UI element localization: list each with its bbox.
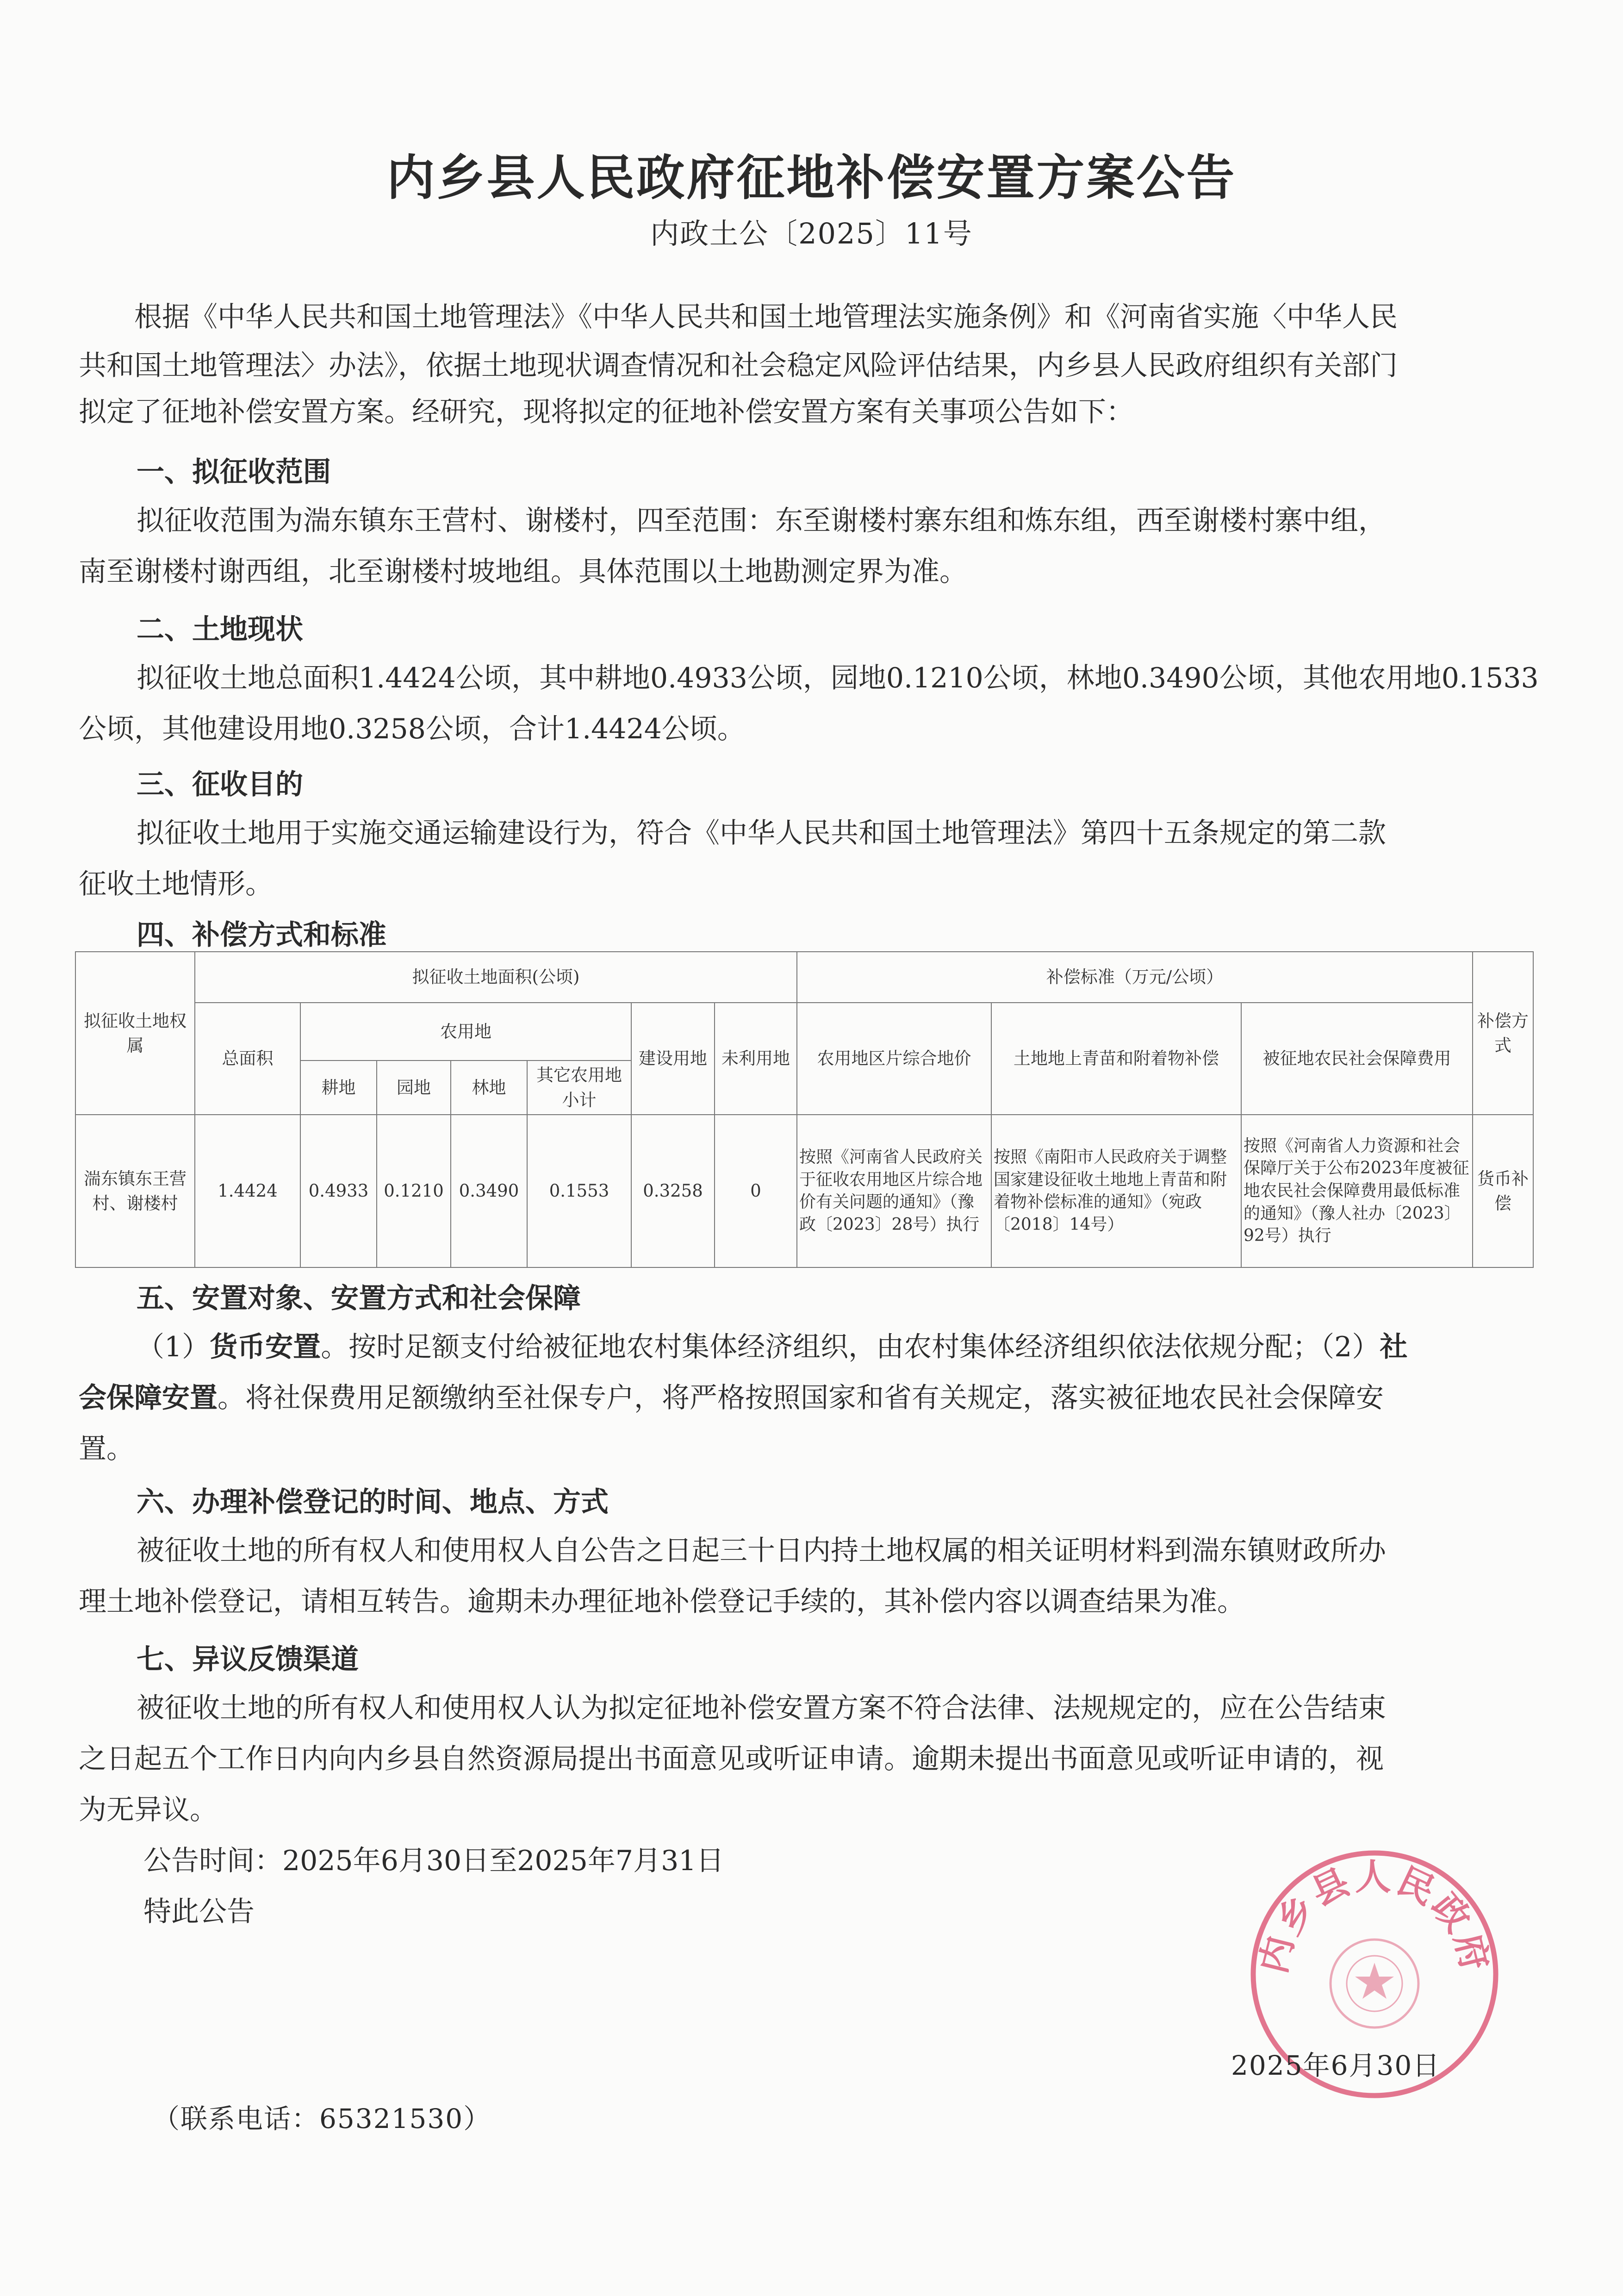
bold-term: 会保障安置 xyxy=(79,1382,218,1414)
header-method: 补偿方式 xyxy=(1473,952,1533,1115)
header-other-agri: 其它农用地小计 xyxy=(527,1061,631,1115)
cell-construction: 0.3258 xyxy=(631,1115,715,1267)
section-heading: 三、征收目的 xyxy=(137,768,303,801)
header-cultivated: 耕地 xyxy=(300,1061,377,1115)
cell-owner: 湍东镇东王营村、谢楼村 xyxy=(75,1115,195,1267)
svg-text:内乡县人民政府 xyxy=(1252,1856,1497,1978)
section-heading: 六、办理补偿登记的时间、地点、方式 xyxy=(137,1486,609,1518)
document-date: 2025年6月30日 xyxy=(1231,2050,1441,2081)
section-line: 置。 xyxy=(79,1433,134,1465)
header-total: 总面积 xyxy=(195,1003,300,1115)
notice-period: 公告时间：2025年6月30日至2025年7月31日 xyxy=(143,1845,724,1877)
section-line: 南至谢楼村谢西组，北至谢楼村坡地组。具体范围以土地勘测定界为准。 xyxy=(79,555,967,588)
section-line: 征收土地情形。 xyxy=(79,868,273,900)
cell-cultivated: 0.4933 xyxy=(300,1115,377,1267)
section-text: 。将社保费用足额缴纳至社保专户，将严格按照国家和省有关规定，落实被征地农民社会保障安 xyxy=(218,1382,1384,1414)
cell-method: 货币补偿 xyxy=(1473,1115,1533,1267)
cell-total: 1.4424 xyxy=(195,1115,300,1267)
header-std2: 土地地上青苗和附着物补偿 xyxy=(991,1003,1241,1115)
seal-text: 内乡县人民政府 xyxy=(1252,1856,1497,1978)
header-std3: 被征地农民社会保障费用 xyxy=(1241,1003,1473,1115)
seal-emblem-icon xyxy=(1331,1940,1418,2028)
header-garden: 园地 xyxy=(377,1061,451,1115)
section-heading: 一、拟征收范围 xyxy=(137,456,331,488)
header-forest: 林地 xyxy=(451,1061,527,1115)
bold-term: 货币安置 xyxy=(210,1331,321,1363)
cell-std2: 按照《南阳市人民政府关于调整国家建设征收土地地上青苗和附着物补偿标准的通知》（宛政〔2018〕14号） xyxy=(991,1115,1241,1267)
header-std1: 农用地区片综合地价 xyxy=(797,1003,991,1115)
document-title: 内乡县人民政府征地补偿安置方案公告 xyxy=(386,150,1237,206)
intro-line: 共和国土地管理法〉办法》，依据土地现状调查情况和社会稳定风险评估结果，内乡县人民政府组织有关部门 xyxy=(79,349,1398,382)
section-heading: 二、土地现状 xyxy=(137,613,303,646)
compensation-table xyxy=(75,951,1534,1268)
cell-forest: 0.3490 xyxy=(451,1115,527,1267)
cell-unused: 0 xyxy=(715,1115,797,1267)
cell-other-agri: 0.1553 xyxy=(527,1115,631,1267)
section-heading: 七、异议反馈渠道 xyxy=(137,1643,359,1676)
bold-term: 社 xyxy=(1380,1331,1408,1363)
closing-text: 特此公告 xyxy=(143,1896,255,1928)
section-line: 被征收土地的所有权人和使用权人认为拟定征地补偿安置方案不符合法律、法规规定的，应在公告结束 xyxy=(137,1692,1386,1724)
header-unused: 未利用地 xyxy=(715,1003,797,1115)
intro-line: 根据《中华人民共和国土地管理法》《中华人民共和国土地管理法实施条例》和《河南省实施〈中华人民 xyxy=(134,301,1398,333)
section-line: 理土地补偿登记，请相互转告。逾期未办理征地补偿登记手续的，其补偿内容以调查结果为准。 xyxy=(79,1585,1245,1618)
contact-phone: （联系电话：65321530） xyxy=(153,2103,491,2134)
section-text: 。按时足额支付给被征地农村集体经济组织，由农村集体经济组织依法依规分配；（2） xyxy=(321,1331,1380,1363)
section-line: 被征收土地的所有权人和使用权人自公告之日起三十日内持土地权属的相关证明材料到湍东镇财政所办 xyxy=(137,1535,1386,1567)
cell-garden: 0.1210 xyxy=(377,1115,451,1267)
item-number: （1） xyxy=(137,1331,210,1363)
header-area-group: 拟征收土地面积(公顷) xyxy=(195,952,797,1003)
section-line: 拟征收土地用于实施交通运输建设行为，符合《中华人民共和国土地管理法》第四十五条规定的第二款 xyxy=(137,817,1386,849)
section-heading: 四、补偿方式和标准 xyxy=(137,919,386,951)
section-heading: 五、安置对象、安置方式和社会保障 xyxy=(137,1282,581,1315)
section-line: 公顷，其他建设用地0.3258公顷，合计1.4424公顷。 xyxy=(79,713,745,745)
section-line: 之日起五个工作日内向内乡县自然资源局提出书面意见或听证申请。逾期未提出书面意见或听证申请的，视 xyxy=(79,1743,1384,1775)
cell-std3: 按照《河南省人力资源和社会保障厅关于公布2023年度被征地农民社会保障费用最低标准的通知》（豫人社办〔2023〕92号）执行 xyxy=(1241,1115,1473,1267)
section-line: 拟征收土地总面积1.4424公顷，其中耕地0.4933公顷，园地0.1210公顷，林地0.3490公顷，其他农用地0.1533 xyxy=(137,662,1539,694)
header-owner: 拟征收土地权属 xyxy=(75,952,195,1115)
cell-std1: 按照《河南省人民政府关于征收农用地区片综合地价有关问题的通知》（豫政〔2023〕28号）执行 xyxy=(797,1115,991,1267)
section-line: 为无异议。 xyxy=(79,1794,218,1826)
document-number: 内政土公〔2025〕11号 xyxy=(650,217,973,250)
header-construction: 建设用地 xyxy=(631,1003,715,1115)
section-line: 拟征收范围为湍东镇东王营村、谢楼村，四至范围：东至谢楼村寨东组和炼东组，西至谢楼村寨中组， xyxy=(137,505,1386,537)
intro-line: 拟定了征地补偿安置方案。经研究，现将拟定的征地补偿安置方案有关事项公告如下： xyxy=(79,396,1134,428)
section-line xyxy=(79,1384,1384,1412)
header-standard-group: 补偿标准（万元/公顷） xyxy=(797,952,1473,1003)
header-agri-group: 农用地 xyxy=(300,1003,631,1061)
section-line xyxy=(137,1333,1407,1361)
